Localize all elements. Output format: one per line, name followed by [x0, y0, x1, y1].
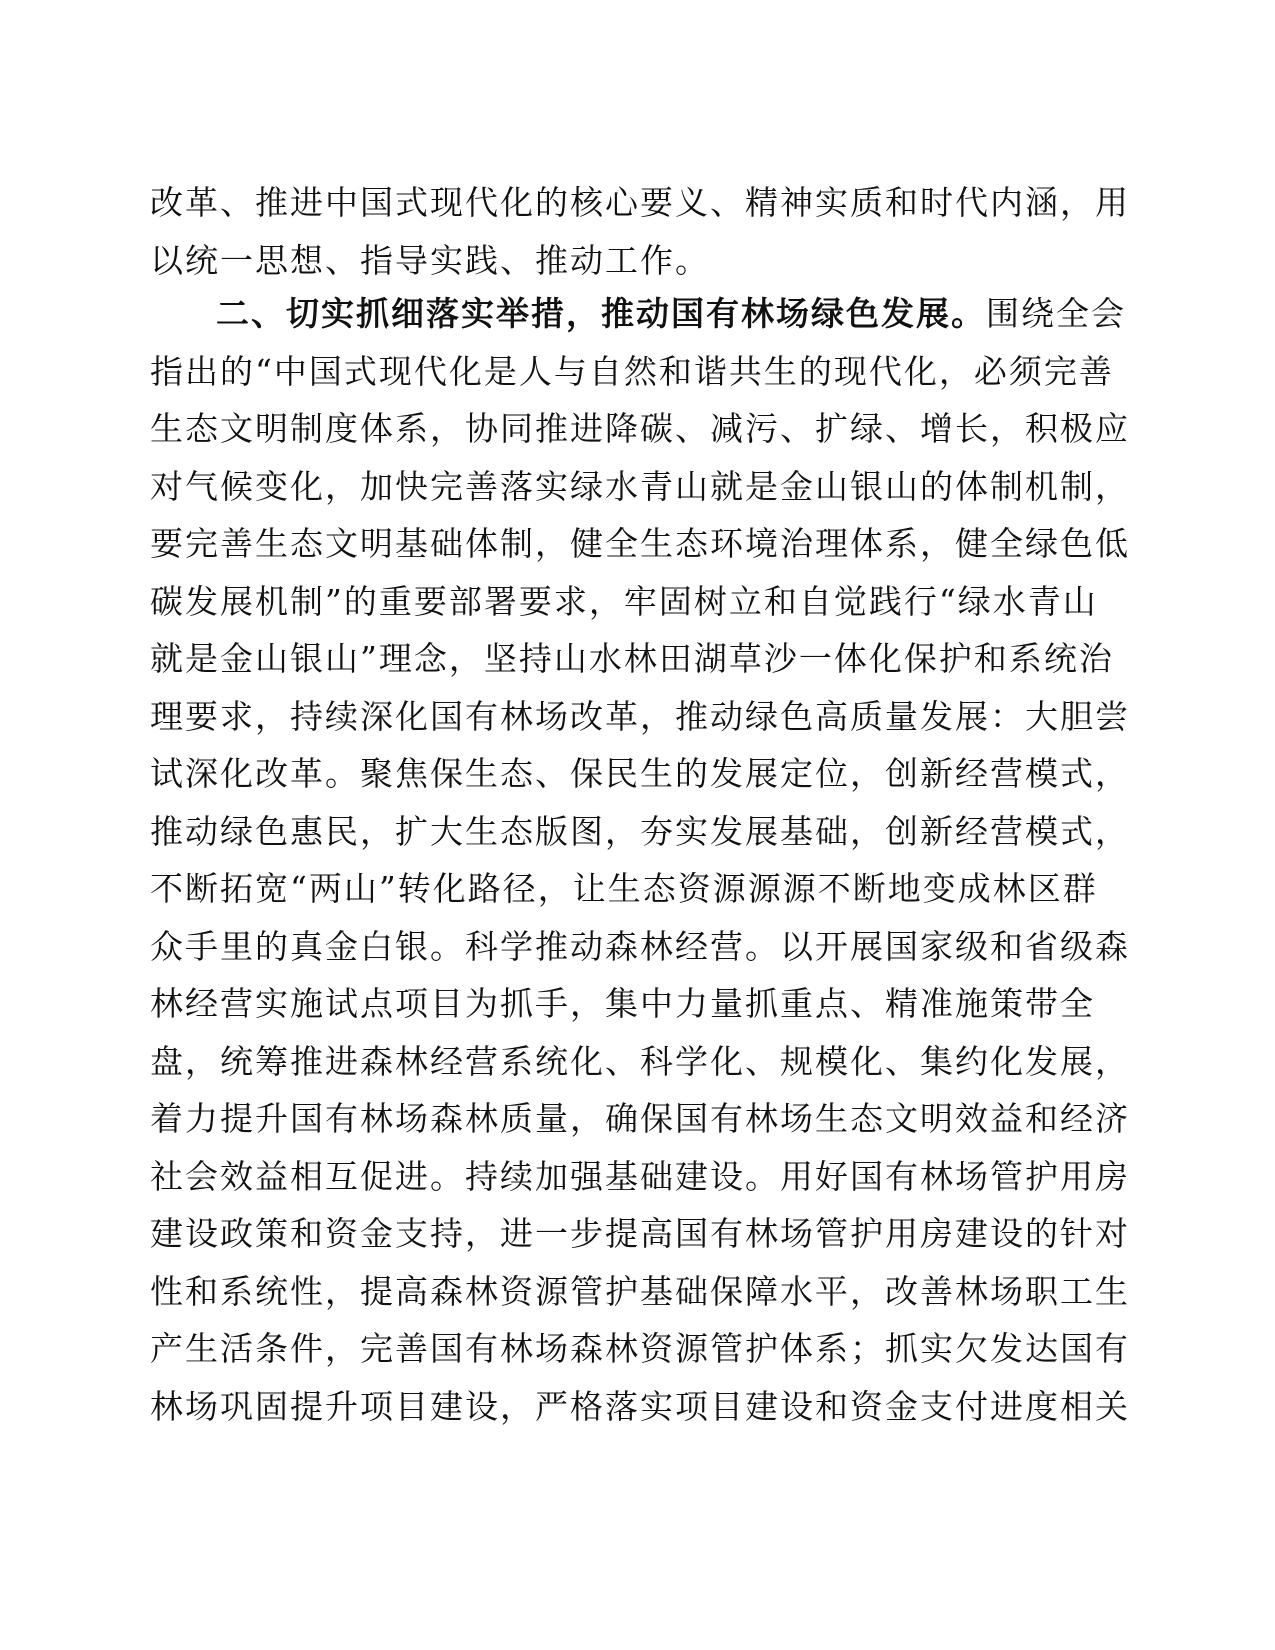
text-line: 对气候变化，加快完善落实绿水青山就是金山银山的体制机制，: [150, 466, 1130, 506]
text-line: 林经营实施试点项目为抓手，集中力量抓重点、精准施策带全: [150, 984, 1095, 1023]
text-line: 众手里的真金白银。科学推动森林经营。以开展国家级和省级森: [150, 926, 1130, 966]
text-line: 盘，统筹推进森林经营系统化、科学化、规模化、集约化发展，: [150, 1041, 1130, 1081]
text-line: 指出的“中国式现代化是人与自然和谐共生的现代化，必须完善: [150, 351, 1114, 391]
text-line: 生态文明制度体系，协同推进降碳、减污、扩绿、增长，积极应: [150, 409, 1130, 448]
paragraph-section-two: [150, 285, 1130, 1435]
text-line: 就是金山银山”理念，坚持山水林田湖草沙一体化保护和系统治: [150, 639, 1114, 678]
text-line: 试深化改革。聚焦保生态、保民生的发展定位，创新经营模式，: [150, 754, 1130, 793]
section-heading: 二、切实抓细落实举措，推动国有林场绿色发展。: [216, 294, 986, 333]
text-line: 理要求，持续深化国有林场改革，推动绿色高质量发展：大胆尝: [150, 696, 1130, 736]
section-heading-line: [150, 285, 1126, 343]
text-run: 围绕全会: [986, 294, 1126, 333]
text-line: 产生活条件，完善国有林场森林资源管护体系；抓实欠发达国有: [150, 1329, 1130, 1368]
paragraph-continuation: [150, 174, 1130, 289]
text-line: 碳发展机制”的重要部署要求，牢固树立和自觉践行“绿水青山: [150, 581, 1098, 621]
text-line: 建设政策和资金支持，进一步提高国有林场管护用房建设的针对: [150, 1214, 1130, 1253]
text-line: 要完善生态文明基础体制，健全生态环境治理体系，健全绿色低: [150, 524, 1130, 563]
text-line: 林场巩固提升项目建设，严格落实项目建设和资金支付进度相关: [150, 1386, 1130, 1426]
text-line: 以统一思想、指导实践、推动工作。: [150, 240, 710, 280]
text-line: 不断拓宽“两山”转化路径，让生态资源源源不断地变成林区群: [150, 869, 1098, 908]
text-line: 改革、推进中国式现代化的核心要义、精神实质和时代内涵，用: [150, 183, 1130, 222]
text-line: 社会效益相互促进。持续加强基础建设。用好国有林场管护用房: [150, 1156, 1130, 1196]
text-line: 性和系统性，提高森林资源管护基础保障水平，改善林场职工生: [150, 1271, 1130, 1311]
text-line: 推动绿色惠民，扩大生态版图，夯实发展基础，创新经营模式，: [150, 811, 1130, 851]
text-line: 着力提升国有林场森林质量，确保国有林场生态文明效益和经济: [150, 1099, 1130, 1138]
